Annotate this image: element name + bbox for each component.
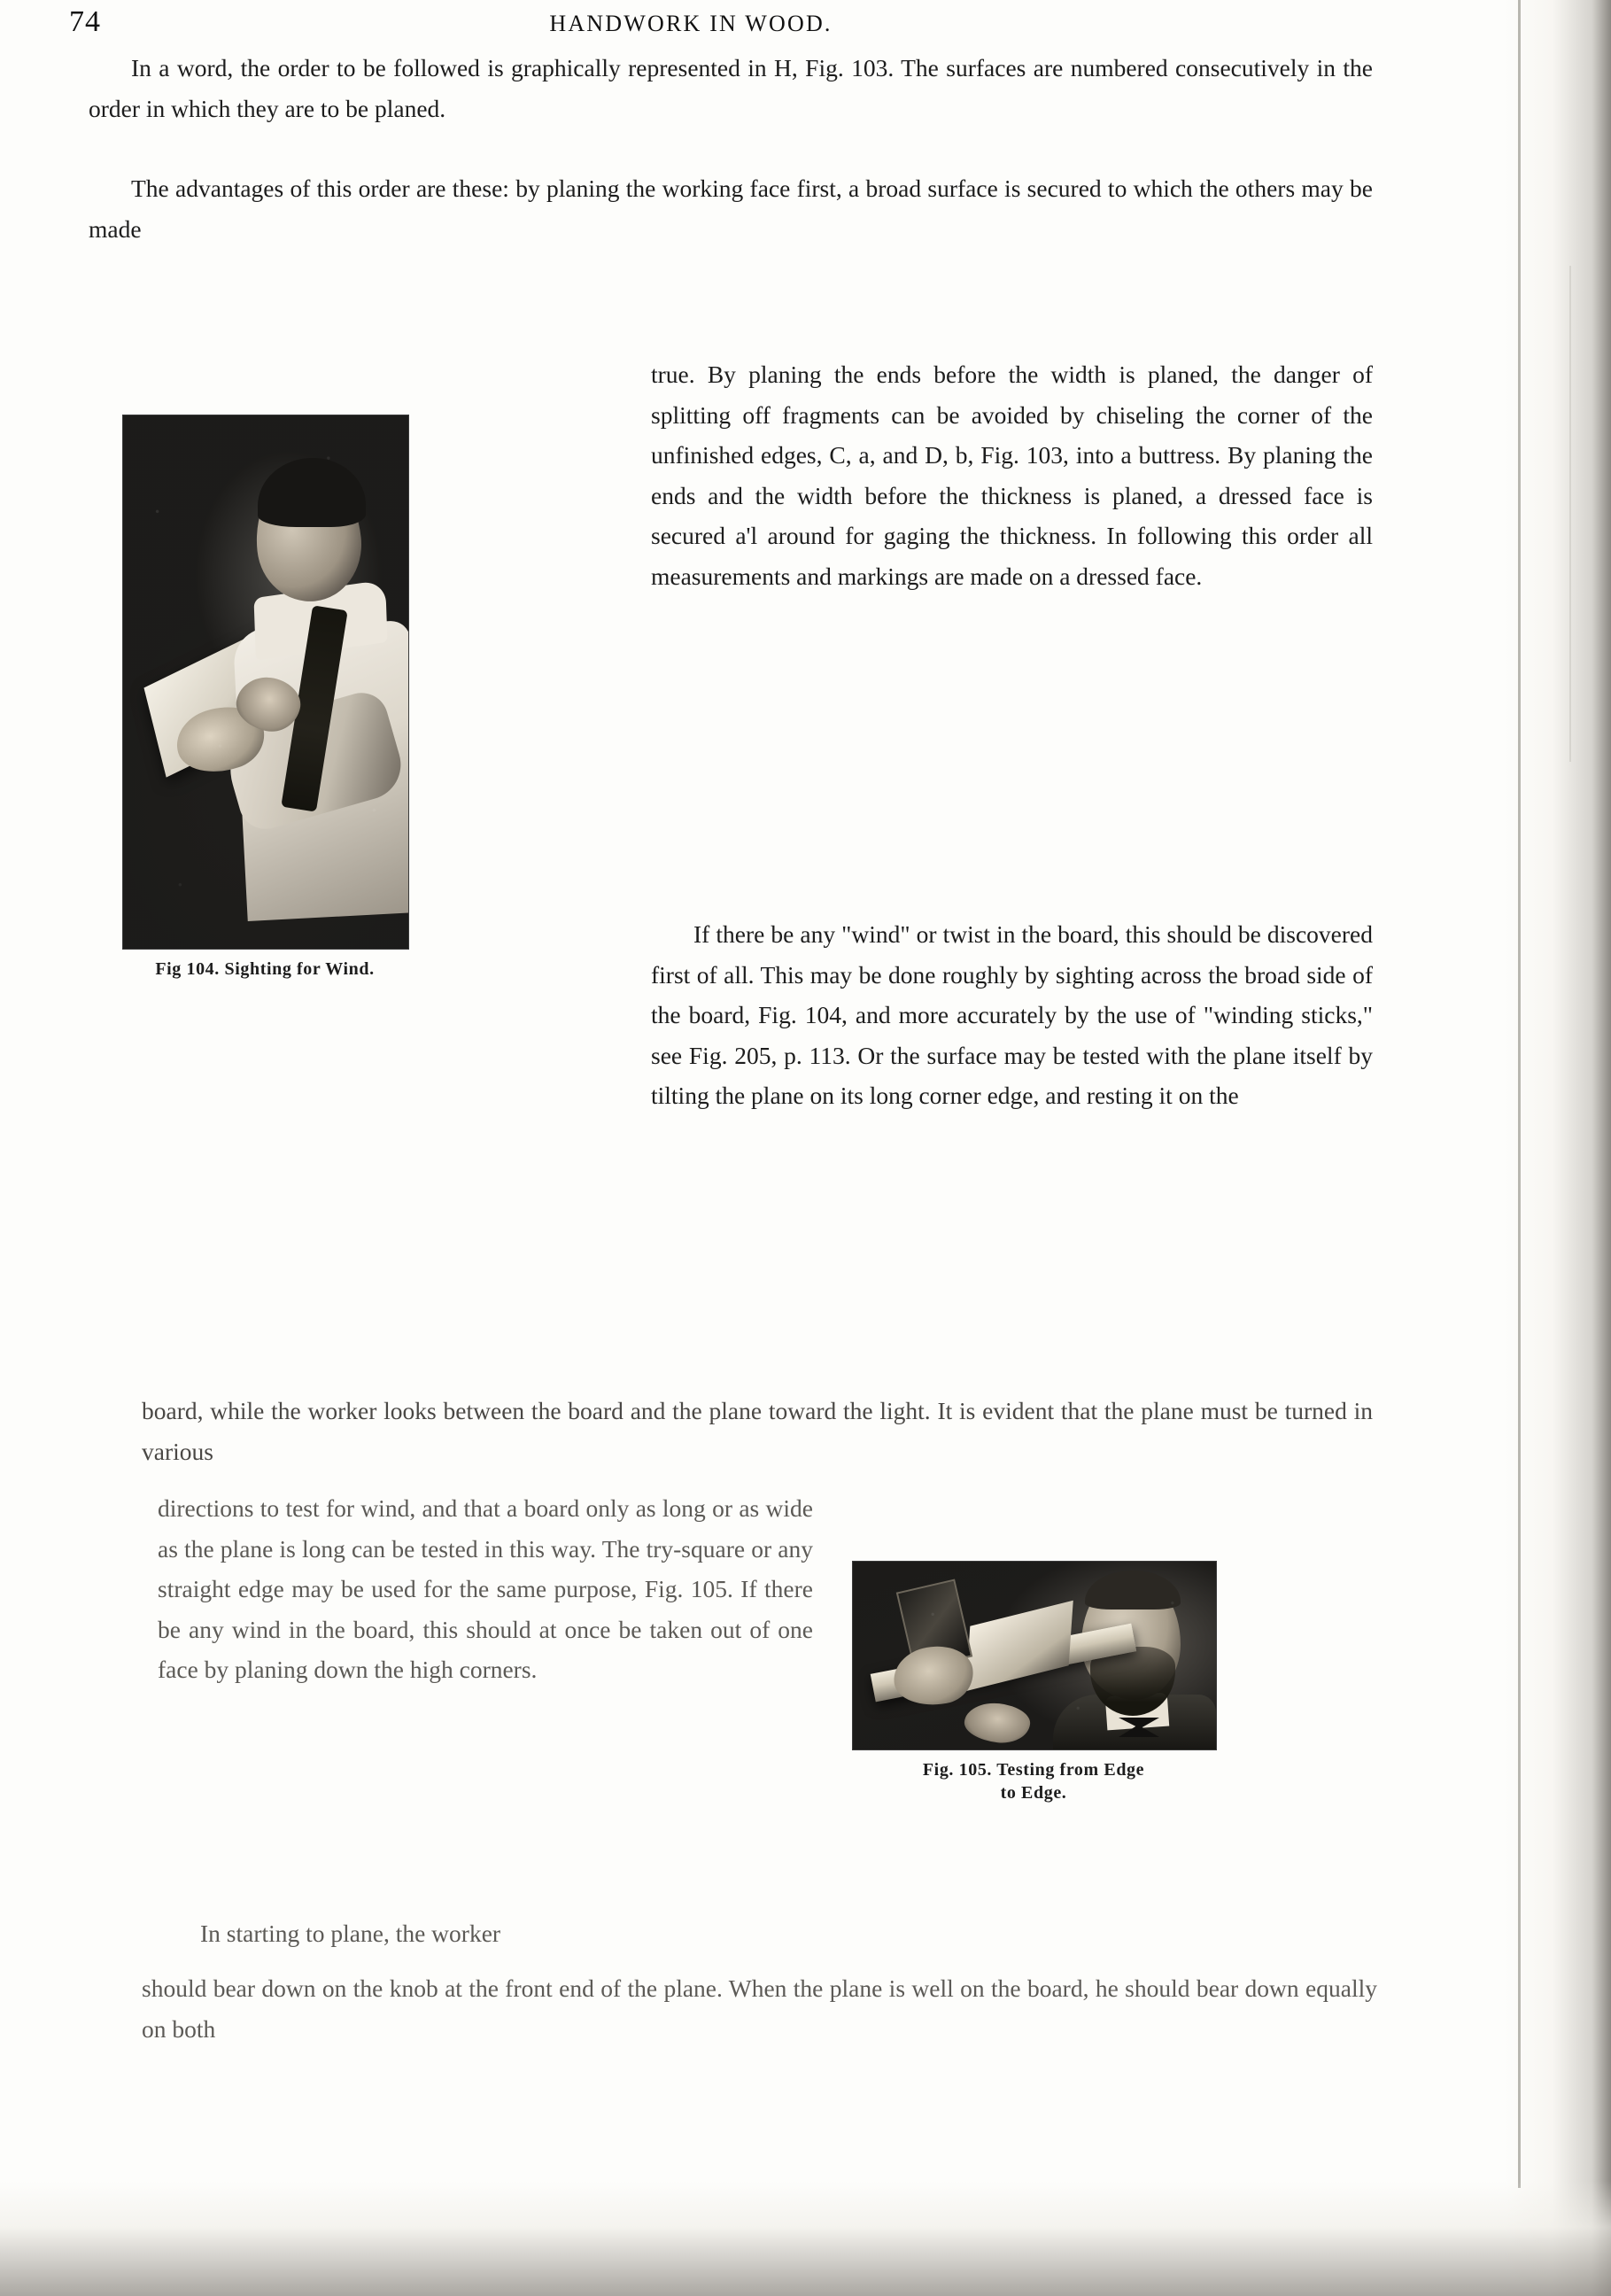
paragraph-5-full: should bear down on the knob at the front end of the plane. When the plane is well on the board, he should bear down equally on both [142,1974,1377,2043]
figure-104 [122,415,409,981]
paragraph-5-lead: In starting to plane, the worker [200,1920,501,1947]
figure-105-caption-line2: to Edge. [1000,1783,1067,1803]
figure-105-image [852,1561,1217,1750]
film-grain [853,1562,1216,1749]
scan-shadow-right [1505,0,1611,2296]
page-gutter-line [1518,0,1521,2188]
film-grain [123,415,408,949]
figure-104-caption: Fig 104. Sighting for Wind. [155,959,375,979]
paragraph-1: In a word, the order to be followed is graphically represented in H, Fig. 103. The surfaces are numbered consecutively in the order in which they are to be planed. [89,54,1373,122]
figure-104-image [122,415,409,950]
paragraph-4-column: directions to test for wind, and that a board only as long or as wide as the plane is long can be tested in this way. The try-square or any straight edge may be used for the same purpose, Fig. 105. If there be any wind in the board, this should at once be taken out of one face by planing down the high corners. [158,1494,813,1683]
running-head: HANDWORK IN WOOD. [549,11,833,36]
paragraph-2-lead: The advantages of this order are these: by planing the working face first, a broad surface is secured to which the others may be made [89,175,1373,243]
page-number: 74 [69,5,101,38]
figure-105 [852,1561,1217,1804]
page-gutter-line-secondary [1569,266,1571,762]
paragraph-3-column: If there be any "wind" or twist in the board, this should be discovered first of all. This may be done roughly by sighting across the broad side of the board, Fig. 104, and more accurately by the use of "winding sticks," see Fig. 205, p. 113. Or the surface may be tested with the plane itself by tilting the plane on its long corner edge, and resting it on the [651,920,1373,1109]
paragraph-3-full: board, while the worker looks between the board and the plane toward the light. It is evident that the plane must be turned in various [142,1397,1373,1465]
figure-105-caption-line1: Fig. 105. Testing from Edge [922,1760,1145,1780]
figure-105-caption [852,1758,1215,1804]
paragraph-2-column: true. By planing the ends before the width is planed, the danger of splitting off fragments can be avoided by chiseling the corner of the unfinished edges, C, a, and D, b, Fig. 103, into a buttress. By planing the ends and the width before the thickness is planed, a dressed face is secured a'l around for gaging the thickness. In following this order all measurements and markings are made on a dressed face. [651,361,1373,590]
scan-shadow-bottom [0,2181,1611,2296]
